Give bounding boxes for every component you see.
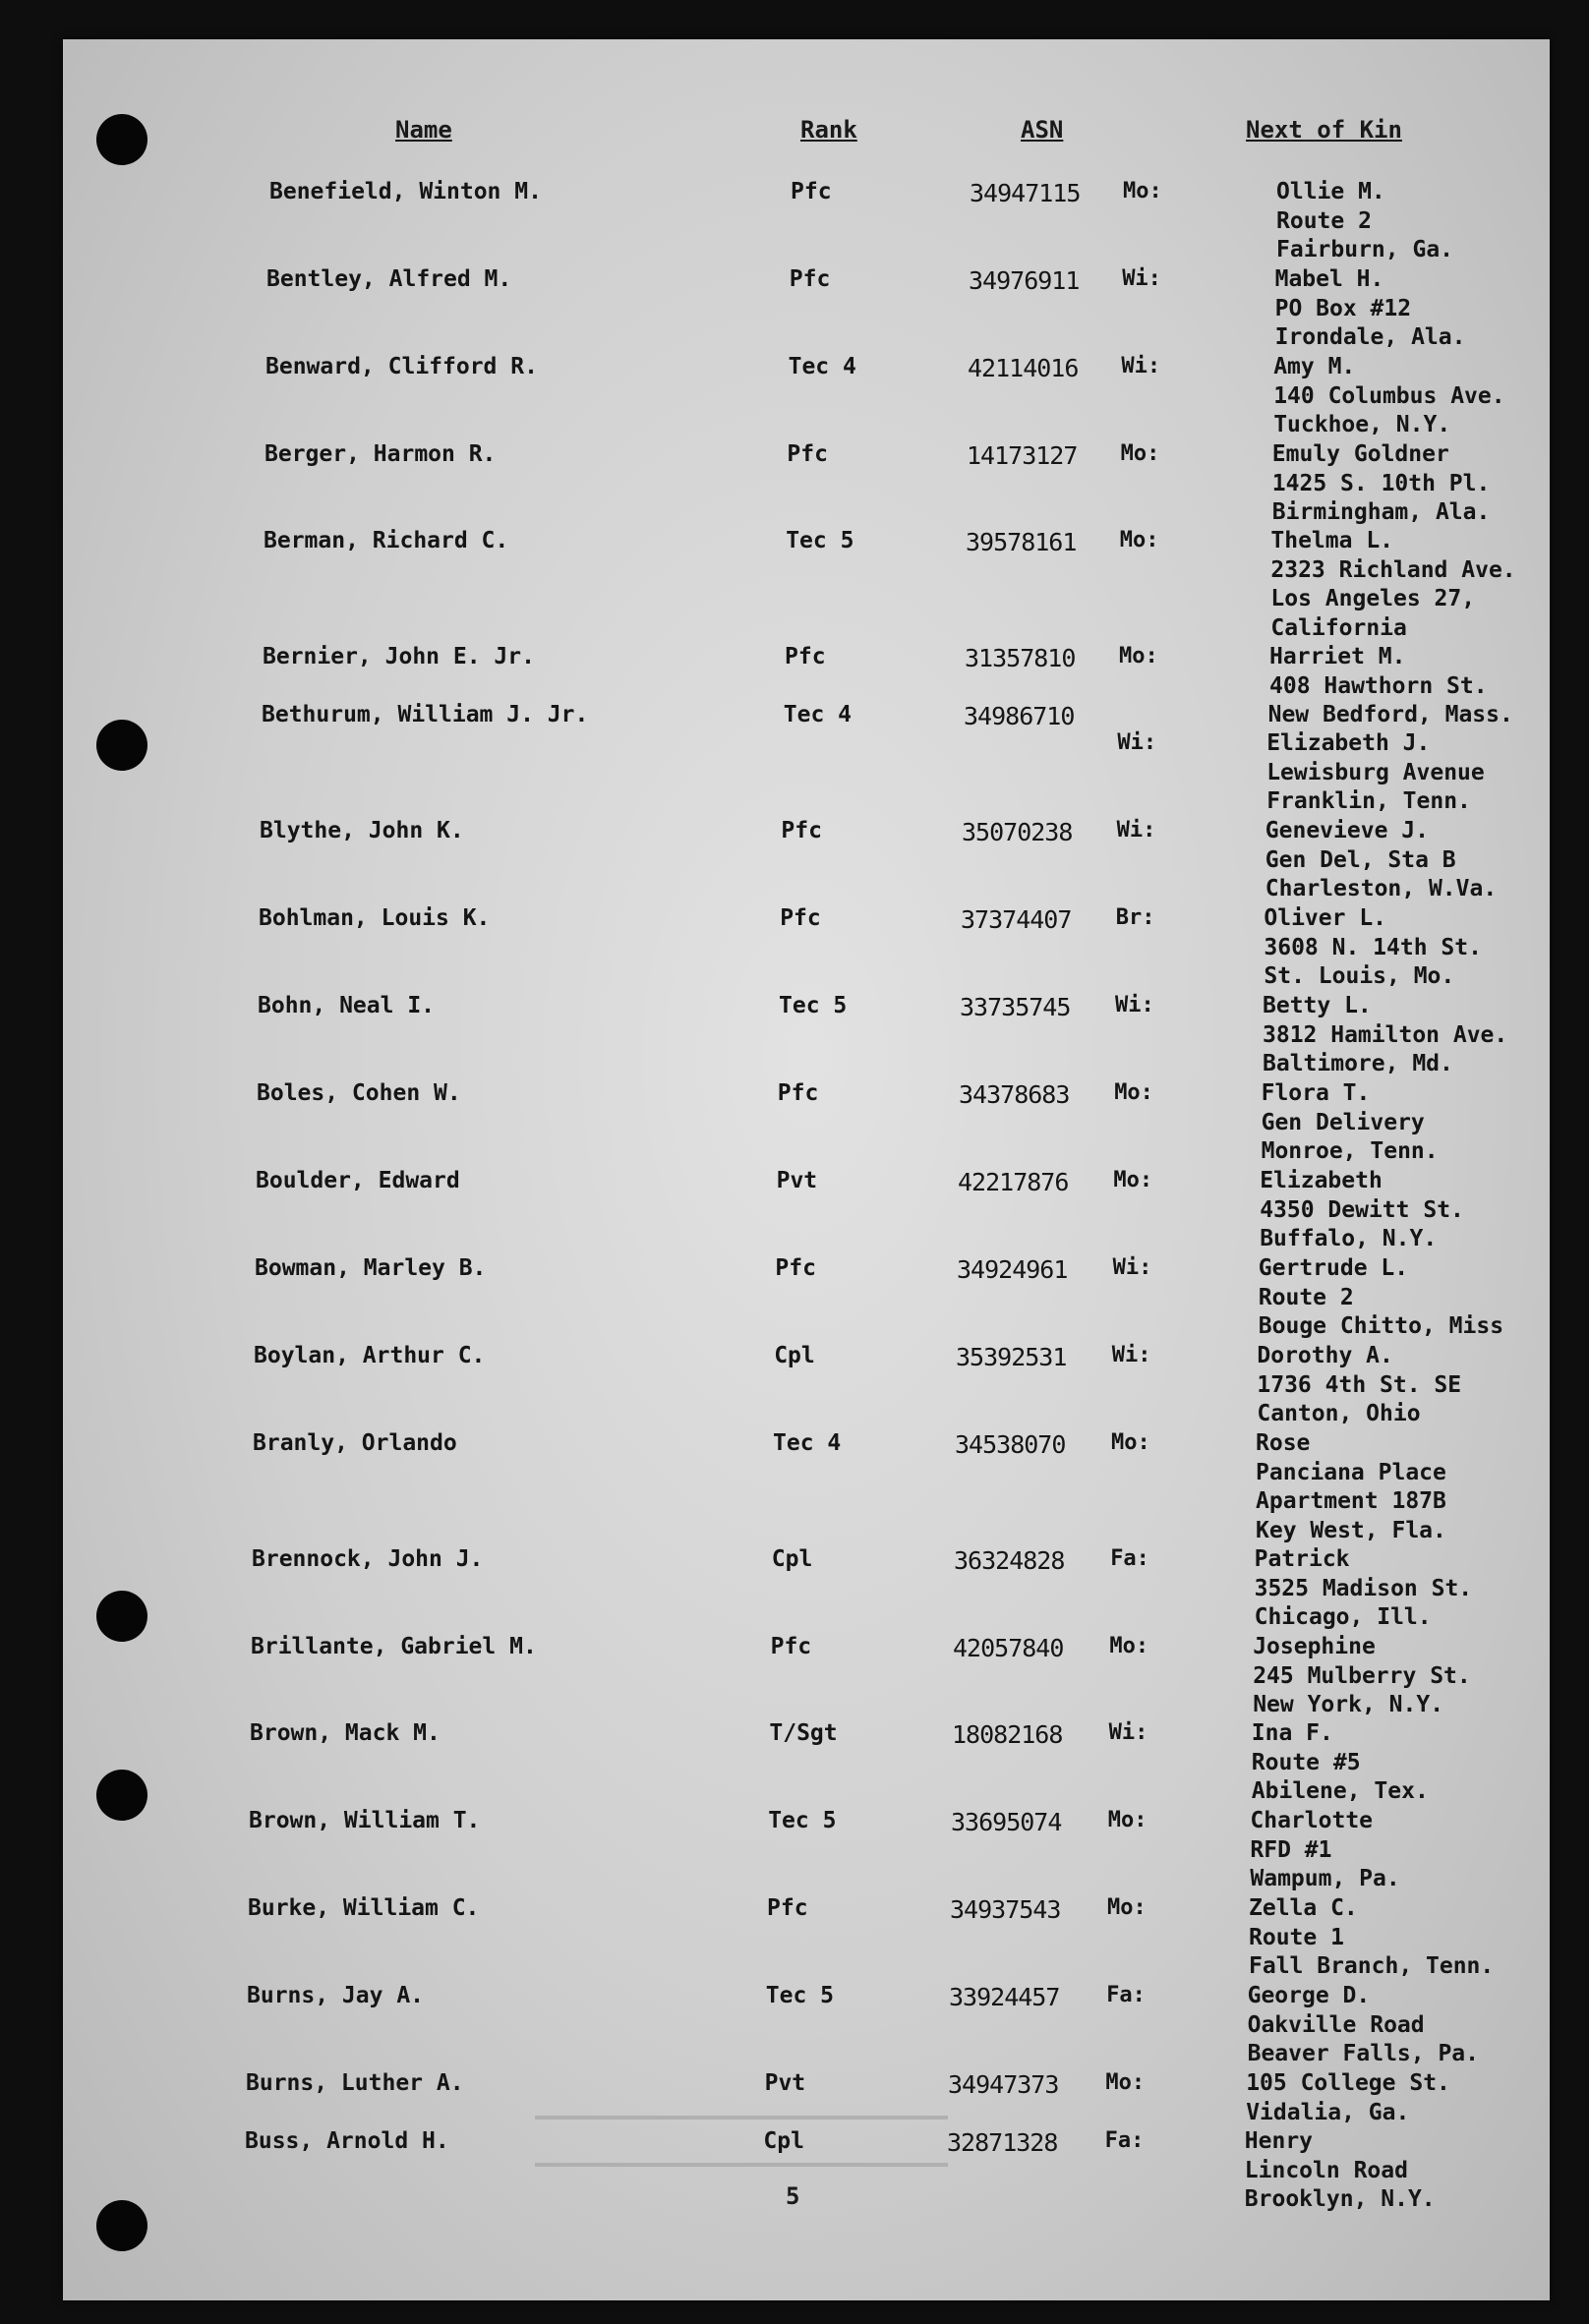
next-of-kin-line: Route 2 xyxy=(1276,207,1372,234)
soldier-rank: T/Sgt xyxy=(769,1720,838,1746)
table-row xyxy=(63,993,1550,1077)
soldier-name: Berger, Harmon R. xyxy=(265,441,497,467)
document-page xyxy=(63,39,1550,2300)
punch-hole xyxy=(96,2200,147,2251)
next-of-kin-line: Bouge Chitto, Miss xyxy=(1258,1313,1504,1340)
soldier-name: Brown, William T. xyxy=(249,1808,481,1833)
column-header-name: Name xyxy=(395,116,452,144)
kin-relation: Mo: xyxy=(1105,2070,1146,2095)
next-of-kin-line: Brooklyn, N.Y. xyxy=(1244,2186,1436,2213)
soldier-name: Brown, Mack M. xyxy=(250,1720,441,1746)
soldier-rank: Pfc xyxy=(777,1080,819,1106)
kin-relation: Fa: xyxy=(1106,1983,1146,2007)
next-of-kin-line: Fall Branch, Tenn. xyxy=(1249,1953,1495,1980)
bleed-through-marks xyxy=(535,2116,948,2120)
next-of-kin-line: Zella C. xyxy=(1249,1895,1358,1921)
next-of-kin-line: Panciana Place xyxy=(1256,1459,1446,1485)
column-header-asn: ASN xyxy=(1021,116,1064,144)
army-serial-number: 33695074 xyxy=(951,1808,1062,1836)
next-of-kin-line: Abilene, Tex. xyxy=(1251,1778,1429,1805)
soldier-rank: Tec 4 xyxy=(773,1430,842,1456)
soldier-name: Blythe, John K. xyxy=(260,818,464,843)
next-of-kin-line: Beaver Falls, Pa. xyxy=(1247,2041,1479,2067)
table-row xyxy=(63,1343,1550,1427)
soldier-rank: Pfc xyxy=(767,1895,808,1921)
soldier-name: Bohlman, Louis K. xyxy=(259,905,491,931)
soldier-rank: Pfc xyxy=(789,266,831,292)
kin-relation: Wi: xyxy=(1117,730,1157,755)
next-of-kin-line: Route #5 xyxy=(1251,1749,1361,1775)
soldier-rank: Pvt xyxy=(764,2070,806,2096)
next-of-kin-line: 4350 Dewitt St. xyxy=(1260,1196,1464,1223)
soldier-name: Burke, William C. xyxy=(248,1895,480,1921)
next-of-kin-line: Patrick xyxy=(1254,1546,1350,1572)
table-row xyxy=(63,2128,1550,2213)
army-serial-number: 35070238 xyxy=(962,818,1073,846)
table-row xyxy=(63,702,1550,731)
kin-relation: Br: xyxy=(1115,905,1155,930)
table-row xyxy=(63,1983,1550,2067)
table-row xyxy=(63,905,1550,990)
army-serial-number: 39578161 xyxy=(966,528,1077,556)
soldier-name: Brillante, Gabriel M. xyxy=(251,1634,537,1659)
table-row xyxy=(63,354,1550,438)
next-of-kin-line: Rose xyxy=(1256,1430,1311,1456)
next-of-kin-line: 3525 Madison St. xyxy=(1254,1575,1473,1601)
next-of-kin-line: 3812 Hamilton Ave. xyxy=(1263,1021,1508,1048)
soldier-name: Bohn, Neal I. xyxy=(258,993,436,1018)
soldier-name: Bowman, Marley B. xyxy=(255,1255,487,1281)
kin-relation: Mo: xyxy=(1119,644,1158,668)
kin-relation: Wi: xyxy=(1112,1255,1152,1280)
next-of-kin-line: Tuckhoe, N.Y. xyxy=(1273,412,1451,438)
army-serial-number: 32871328 xyxy=(947,2128,1058,2157)
next-of-kin-line: Mabel H. xyxy=(1274,266,1384,292)
next-of-kin-line: Vidalia, Ga. xyxy=(1246,2099,1410,2125)
army-serial-number: 18082168 xyxy=(952,1720,1063,1749)
next-of-kin-line: 1425 S. 10th Pl. xyxy=(1271,470,1491,496)
punch-hole xyxy=(96,114,147,165)
table-row xyxy=(63,266,1550,351)
soldier-rank: Pfc xyxy=(780,905,821,931)
next-of-kin-line: 1736 4th St. SE xyxy=(1257,1371,1462,1398)
army-serial-number: 34937543 xyxy=(950,1895,1061,1924)
next-of-kin-line: Key West, Fla. xyxy=(1256,1517,1446,1543)
next-of-kin-line: Flora T. xyxy=(1261,1080,1371,1106)
next-of-kin-line: New Bedford, Mass. xyxy=(1267,702,1513,727)
next-of-kin-line: 2323 Richland Ave. xyxy=(1270,556,1516,583)
next-of-kin-line: Thelma L. xyxy=(1270,528,1394,553)
army-serial-number: 34947115 xyxy=(970,179,1081,207)
kin-relation: Mo: xyxy=(1111,1430,1150,1455)
table-row xyxy=(63,1720,1550,1805)
next-of-kin-line: Apartment 187B xyxy=(1256,1488,1446,1515)
army-serial-number: 42057840 xyxy=(953,1634,1064,1662)
next-of-kin-line: 105 College St. xyxy=(1246,2070,1450,2096)
soldier-name: Benefield, Winton M. xyxy=(269,179,542,204)
next-of-kin-line: Buffalo, N.Y. xyxy=(1260,1226,1438,1252)
soldier-name: Berman, Richard C. xyxy=(264,528,509,553)
soldier-rank: Pfc xyxy=(781,818,822,843)
next-of-kin-line: Monroe, Tenn. xyxy=(1261,1138,1439,1165)
soldier-rank: Tec 4 xyxy=(788,354,856,379)
soldier-rank: Tec 4 xyxy=(783,702,853,727)
kin-relation: Fa: xyxy=(1110,1546,1149,1571)
next-of-kin-line: Route 2 xyxy=(1258,1284,1354,1310)
kin-relation: Mo: xyxy=(1113,1168,1153,1192)
next-of-kin-line: Chicago, Ill. xyxy=(1254,1604,1432,1631)
army-serial-number: 34924961 xyxy=(957,1255,1068,1284)
kin-relation: Mo: xyxy=(1114,1080,1153,1105)
soldier-name: Benward, Clifford R. xyxy=(265,354,538,379)
next-of-kin-line: Henry xyxy=(1244,2128,1314,2154)
soldier-rank: Pfc xyxy=(775,1255,816,1281)
next-of-kin-line: Canton, Ohio xyxy=(1257,1401,1421,1427)
soldier-rank: Cpl xyxy=(774,1343,815,1368)
kin-relation: Wi: xyxy=(1122,266,1161,291)
next-of-kin-line: Lincoln Road xyxy=(1244,2157,1408,2183)
soldier-rank: Tec 5 xyxy=(779,993,848,1018)
army-serial-number: 37374407 xyxy=(961,905,1072,934)
army-serial-number: 33735745 xyxy=(960,993,1071,1021)
table-row xyxy=(63,1255,1550,1340)
next-of-kin-line: New York, N.Y. xyxy=(1253,1692,1444,1718)
soldier-rank: Pfc xyxy=(791,179,832,204)
next-of-kin-line: RFD #1 xyxy=(1250,1836,1332,1863)
army-serial-number: 42114016 xyxy=(968,354,1079,382)
army-serial-number: 35392531 xyxy=(956,1343,1067,1371)
kin-relation: Wi: xyxy=(1115,993,1154,1017)
kin-relation: Mo: xyxy=(1123,179,1162,203)
table-row xyxy=(63,1430,1550,1543)
table-row xyxy=(63,818,1550,902)
next-of-kin-line: Betty L. xyxy=(1263,993,1372,1018)
kin-relation: Mo: xyxy=(1109,1634,1149,1658)
kin-relation: Fa: xyxy=(1104,2128,1145,2153)
next-of-kin-line: Elizabeth J. xyxy=(1266,730,1431,756)
next-of-kin-line: Ollie M. xyxy=(1276,179,1385,204)
kin-relation: Wi: xyxy=(1108,1720,1148,1745)
next-of-kin-line: Los Angeles 27, xyxy=(1270,586,1476,612)
soldier-rank: Tec 5 xyxy=(786,528,854,553)
soldier-rank: Pfc xyxy=(785,644,826,669)
soldier-rank: Cpl xyxy=(771,1546,813,1572)
table-row xyxy=(63,1546,1550,1631)
next-of-kin-line: Amy M. xyxy=(1273,354,1356,379)
soldier-rank: Pvt xyxy=(776,1168,818,1193)
soldier-rank: Cpl xyxy=(763,2128,804,2154)
kin-relation: Wi: xyxy=(1121,354,1161,378)
next-of-kin-line: 3608 N. 14th St. xyxy=(1264,934,1482,960)
soldier-rank: Pfc xyxy=(770,1634,812,1659)
army-serial-number: 36324828 xyxy=(954,1546,1065,1575)
soldier-name: Bethurum, William J. Jr. xyxy=(262,702,589,727)
soldier-name: Boulder, Edward xyxy=(256,1168,460,1193)
next-of-kin-line: Franklin, Tenn. xyxy=(1266,788,1471,815)
table-row xyxy=(63,644,1550,699)
army-serial-number: 34947373 xyxy=(948,2070,1059,2099)
next-of-kin-line: Oakville Road xyxy=(1247,2011,1425,2038)
page-number: 5 xyxy=(786,2182,800,2210)
soldier-name: Burns, Jay A. xyxy=(247,1983,425,2008)
soldier-name: Bernier, John E. Jr. xyxy=(263,644,535,669)
next-of-kin-line: 245 Mulberry St. xyxy=(1253,1662,1471,1689)
army-serial-number: 42217876 xyxy=(958,1168,1069,1196)
soldier-name: Bentley, Alfred M. xyxy=(266,266,512,292)
kin-relation: Mo: xyxy=(1107,1808,1148,1832)
next-of-kin-line: PO Box #12 xyxy=(1274,295,1412,321)
next-of-kin-line: Gen Delivery xyxy=(1261,1109,1425,1135)
next-of-kin-line: Harriet M. xyxy=(1269,644,1406,669)
soldier-name: Boles, Cohen W. xyxy=(257,1080,461,1106)
next-of-kin-line: Ina F. xyxy=(1251,1720,1333,1746)
soldier-rank: Tec 5 xyxy=(765,1983,835,2008)
table-row xyxy=(63,1895,1550,1980)
next-of-kin-line: California xyxy=(1270,614,1407,641)
table-row xyxy=(63,730,1550,815)
next-of-kin-line: Wampum, Pa. xyxy=(1250,1866,1400,1892)
army-serial-number: 14173127 xyxy=(967,441,1078,470)
table-row xyxy=(63,441,1550,526)
next-of-kin-line: Josephine xyxy=(1253,1634,1376,1659)
table-row xyxy=(63,1080,1550,1165)
next-of-kin-line: Charleston, W.Va. xyxy=(1265,876,1498,902)
army-serial-number: 33924457 xyxy=(949,1983,1060,2011)
soldier-rank: Pfc xyxy=(787,441,828,467)
kin-relation: Mo: xyxy=(1119,528,1159,552)
next-of-kin-line: Baltimore, Md. xyxy=(1263,1051,1453,1077)
next-of-kin-line: Fairburn, Ga. xyxy=(1276,237,1454,263)
next-of-kin-line: Genevieve J. xyxy=(1265,818,1429,843)
next-of-kin-line: Emuly Goldner xyxy=(1271,441,1449,467)
soldier-name: Brennock, John J. xyxy=(252,1546,484,1572)
army-serial-number: 34538070 xyxy=(955,1430,1066,1459)
kin-relation: Wi: xyxy=(1116,818,1156,842)
next-of-kin-line: Dorothy A. xyxy=(1257,1343,1393,1368)
next-of-kin-line: George D. xyxy=(1247,1983,1371,2008)
soldier-rank: Tec 5 xyxy=(768,1808,837,1833)
next-of-kin-line: Gen Del, Sta B xyxy=(1265,846,1456,873)
next-of-kin-line: Oliver L. xyxy=(1264,905,1387,931)
column-header-next-of-kin: Next of Kin xyxy=(1246,116,1402,144)
soldier-name: Branly, Orlando xyxy=(253,1430,457,1456)
next-of-kin-line: Charlotte xyxy=(1250,1808,1374,1833)
army-serial-number: 34378683 xyxy=(959,1080,1070,1109)
next-of-kin-line: Birmingham, Ala. xyxy=(1271,499,1491,526)
kin-relation: Mo: xyxy=(1120,441,1160,466)
next-of-kin-line: Elizabeth xyxy=(1260,1168,1383,1193)
bleed-through-marks xyxy=(535,2163,948,2167)
kin-relation: Wi: xyxy=(1111,1343,1151,1367)
army-serial-number: 34976911 xyxy=(969,266,1080,295)
table-row xyxy=(63,1168,1550,1252)
soldier-name: Burns, Luther A. xyxy=(246,2070,464,2096)
table-row xyxy=(63,528,1550,641)
soldier-name: Boylan, Arthur C. xyxy=(254,1343,486,1368)
next-of-kin-line: Route 1 xyxy=(1249,1924,1344,1950)
column-header-rank: Rank xyxy=(800,116,857,144)
table-row xyxy=(63,179,1550,263)
next-of-kin-line: St. Louis, Mo. xyxy=(1264,963,1455,990)
army-serial-number: 31357810 xyxy=(965,644,1076,672)
table-row xyxy=(63,2070,1550,2125)
table-row xyxy=(63,1634,1550,1718)
soldier-name: Buss, Arnold H. xyxy=(245,2128,449,2154)
next-of-kin-line: Gertrude L. xyxy=(1258,1255,1409,1281)
next-of-kin-line: Irondale, Ala. xyxy=(1274,324,1466,351)
next-of-kin-line: Lewisburg Avenue xyxy=(1266,759,1485,785)
army-serial-number: 34986710 xyxy=(964,702,1075,730)
next-of-kin-line: 140 Columbus Ave. xyxy=(1273,382,1505,409)
kin-relation: Mo: xyxy=(1107,1895,1147,1920)
table-row xyxy=(63,1808,1550,1892)
next-of-kin-line: 408 Hawthorn St. xyxy=(1269,672,1488,699)
